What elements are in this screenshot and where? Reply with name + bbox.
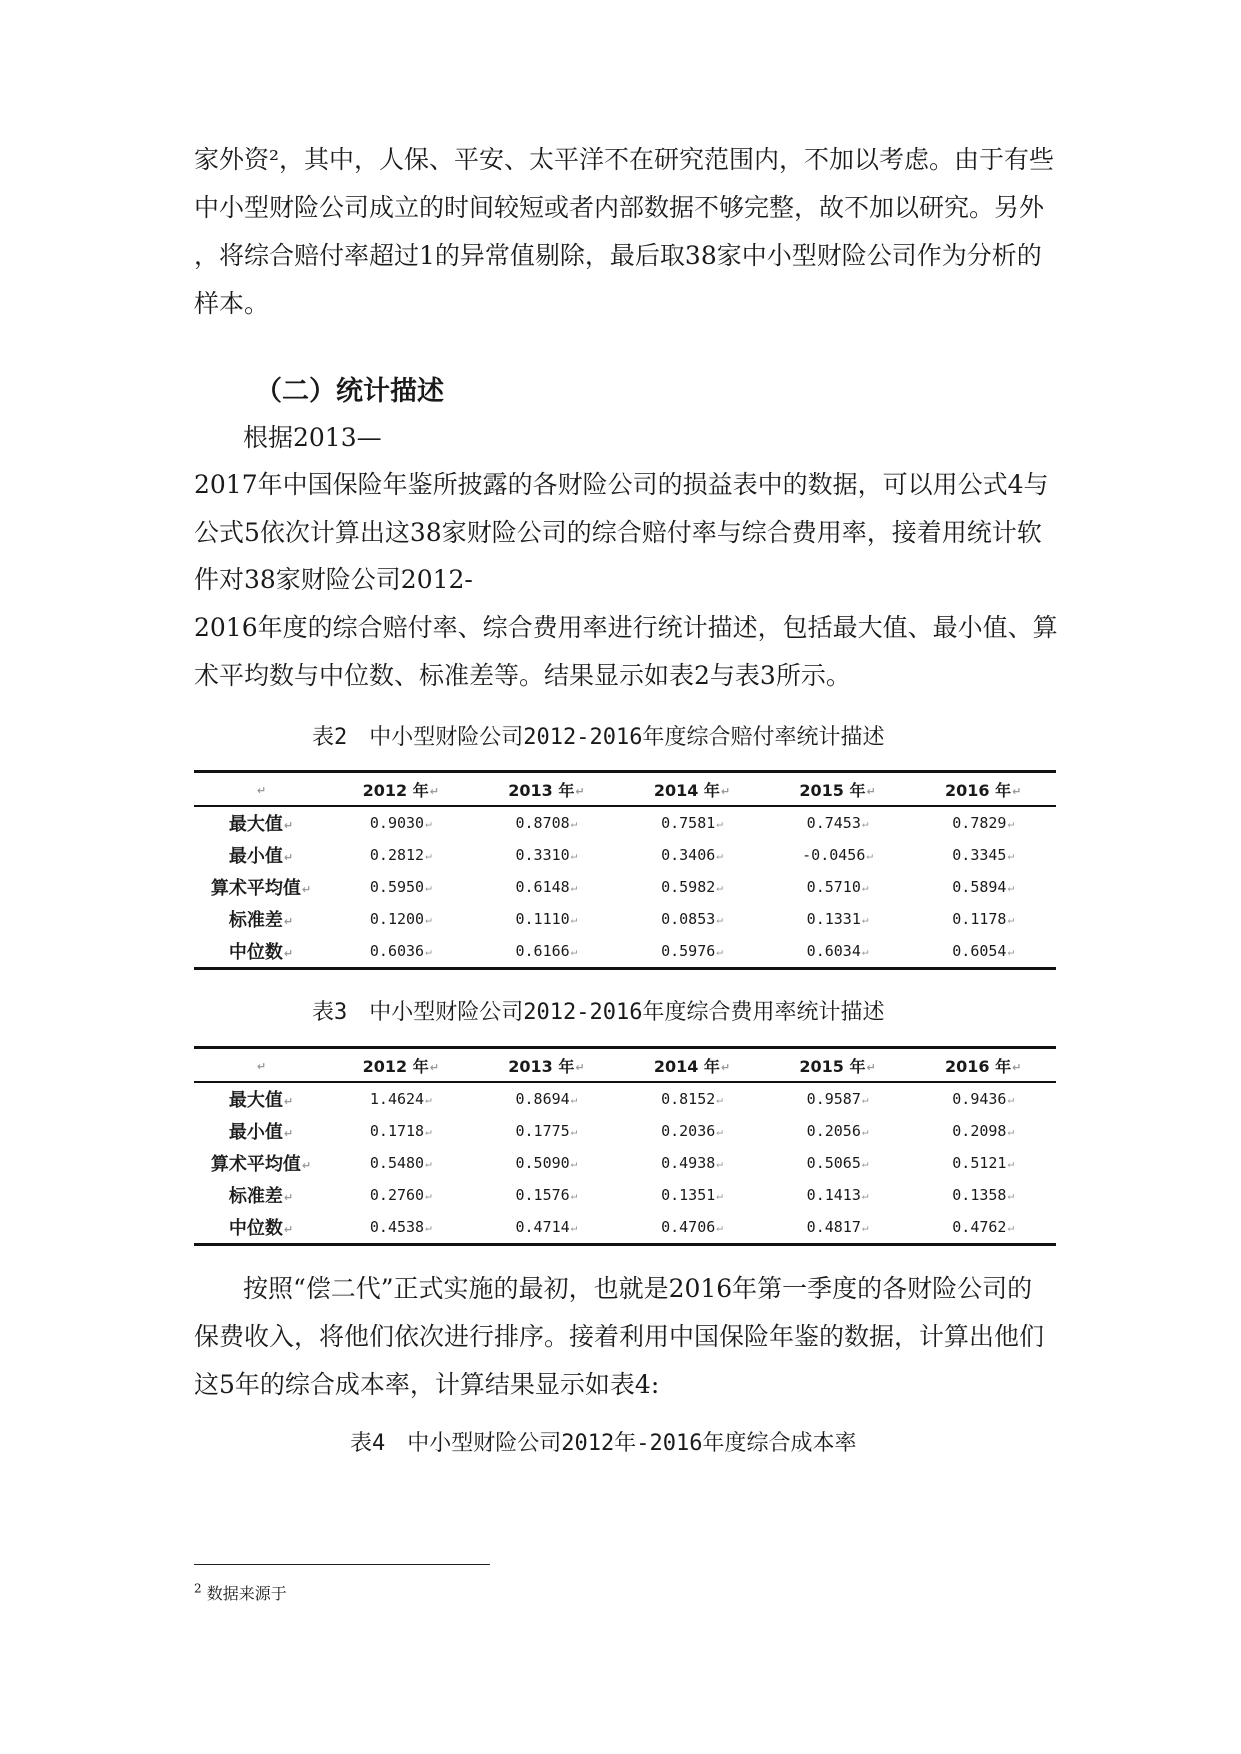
paragraph-line: 保费收入，将他们依次进行排序。接着利用中国保险年鉴的数据，计算出他们 <box>194 1322 1045 1351</box>
expense-ratio-table <box>194 1046 1056 1246</box>
row-header: 标准差↵ <box>228 910 294 931</box>
table-cell: 0.6166↵ <box>515 942 578 960</box>
table-cell: 0.2812↵ <box>369 846 432 864</box>
table-cell: 0.8694↵ <box>515 1090 578 1108</box>
column-header: 2016 年↵ <box>945 780 1022 800</box>
paragraph-line: 件对38家财险公司2012- <box>194 565 473 594</box>
table-cell: 0.7453↵ <box>806 814 869 832</box>
paragraph-line: 术平均数与中位数、标准差等。结果显示如表2与表3所示。 <box>194 661 851 690</box>
table-cell: 0.1718↵ <box>369 1122 432 1140</box>
table-cell: 0.5065↵ <box>806 1154 869 1172</box>
footnote-separator <box>194 1564 490 1565</box>
table-row <box>194 871 1056 903</box>
table-cell: 0.8152↵ <box>661 1090 723 1108</box>
table-row <box>194 1115 1056 1147</box>
table-cell: 1.4624↵ <box>369 1090 432 1108</box>
table-cell: 0.1178↵ <box>952 910 1015 928</box>
column-header: 2014 年↵ <box>653 780 731 800</box>
column-header: 2013 年↵ <box>508 780 585 800</box>
row-header: 最小值↵ <box>228 1122 294 1143</box>
table-cell: 0.1200↵ <box>369 910 432 928</box>
footnote-mark: 2 <box>194 1581 202 1596</box>
corner-cell: ↵ <box>256 783 267 797</box>
table-row <box>194 903 1056 935</box>
row-header: 最小值↵ <box>228 846 294 867</box>
table-cell: 0.2036↵ <box>661 1122 723 1140</box>
table-cell: 0.5976↵ <box>661 942 723 960</box>
table-cell: 0.5480↵ <box>369 1154 432 1172</box>
column-header: 2013 年↵ <box>508 1056 585 1076</box>
table-caption: 表3 中小型财险公司2012-2016年度综合费用率统计描述 <box>312 1000 885 1025</box>
row-header: 最大值↵ <box>228 1090 294 1111</box>
table-cell: 0.1775↵ <box>515 1122 578 1140</box>
row-header: 中位数↵ <box>228 1218 294 1239</box>
table-cell: 0.5090↵ <box>515 1154 578 1172</box>
row-header: 标准差↵ <box>228 1186 294 1207</box>
table-cell: 0.5121↵ <box>952 1154 1015 1172</box>
paragraph-line: 2016年度的综合赔付率、综合费用率进行统计描述，包括最大值、最小值、算 <box>194 613 1058 642</box>
row-header: 算术平均值↵ <box>210 878 312 899</box>
table-cell: 0.6034↵ <box>806 942 869 960</box>
paragraph-line: 家外资²，其中，人保、平安、太平洋不在研究范围内，不加以考虑。由于有些 <box>194 145 1055 174</box>
footnote <box>194 1581 287 1604</box>
table-row <box>194 935 1056 969</box>
table-cell: 0.5950↵ <box>369 878 432 896</box>
table-row <box>194 806 1056 839</box>
table-cell: 0.6148↵ <box>515 878 578 896</box>
table-cell: 0.9587↵ <box>806 1090 869 1108</box>
corner-cell: ↵ <box>256 1059 267 1073</box>
table-cell: 0.5710↵ <box>806 878 869 896</box>
paragraph-line: 2017年中国保险年鉴所披露的各财险公司的损益表中的数据，可以用公式4与 <box>194 470 1049 499</box>
table-cell: 0.0853↵ <box>661 910 723 928</box>
table-cell: 0.4538↵ <box>369 1218 432 1236</box>
paragraph-line: 按照“偿二代”正式实施的最初，也就是2016年第一季度的各财险公司的 <box>243 1274 1033 1303</box>
paragraph-line: 中小型财险公司成立的时间较短或者内部数据不够完整，故不加以研究。另外 <box>194 193 1045 222</box>
table-cell: 0.3406↵ <box>661 846 723 864</box>
table-cell: 0.2760↵ <box>369 1186 432 1204</box>
claims-ratio-table <box>194 770 1056 970</box>
row-header: 最大值↵ <box>228 814 294 835</box>
table-cell: 0.1413↵ <box>806 1186 869 1204</box>
table-cell: 0.4762↵ <box>952 1218 1015 1236</box>
table-cell: 0.6054↵ <box>952 942 1015 960</box>
table-cell: 0.1331↵ <box>806 910 869 928</box>
paragraph-line: 公式5依次计算出这38家财险公司的综合赔付率与综合费用率，接着用统计软 <box>194 518 1042 547</box>
table-cell: 0.7581↵ <box>661 814 723 832</box>
column-header: 2015 年↵ <box>799 1056 876 1076</box>
table-cell: 0.2098↵ <box>952 1122 1015 1140</box>
table-cell: 0.8708↵ <box>515 814 578 832</box>
table-cell: 0.1358↵ <box>952 1186 1015 1204</box>
column-header: 2012 年↵ <box>362 1056 439 1076</box>
paragraph-line: 样本。 <box>194 289 270 318</box>
table-header-row <box>194 1048 1056 1083</box>
table-cell: 0.5894↵ <box>952 878 1015 896</box>
column-header: 2015 年↵ <box>799 780 876 800</box>
table-cell: 0.7829↵ <box>952 814 1015 832</box>
table-cell: 0.4706↵ <box>661 1218 723 1236</box>
table-cell: 0.6036↵ <box>369 942 432 960</box>
column-header: 2016 年↵ <box>945 1056 1022 1076</box>
table-cell: 0.1576↵ <box>515 1186 578 1204</box>
table-cell: 0.4714↵ <box>515 1218 578 1236</box>
table-cell: 0.4817↵ <box>806 1218 869 1236</box>
table-cell: 0.3345↵ <box>952 846 1015 864</box>
paragraph-line: ，将综合赔付率超过1的异常值剔除，最后取38家中小型财险公司作为分析的 <box>194 241 1042 270</box>
table-cell: 0.3310↵ <box>515 846 578 864</box>
table-cell: 0.9436↵ <box>952 1090 1015 1108</box>
row-header: 中位数↵ <box>228 942 294 963</box>
column-header: 2014 年↵ <box>653 1056 731 1076</box>
table-row <box>194 1211 1056 1245</box>
paragraph-line: 这5年的综合成本率，计算结果显示如表4: <box>194 1370 660 1399</box>
table-row <box>194 1082 1056 1115</box>
row-header: 算术平均值↵ <box>210 1154 312 1175</box>
table-row <box>194 1147 1056 1179</box>
table-cell: 0.9030↵ <box>369 814 432 832</box>
paragraph-line: 根据2013— <box>243 423 382 452</box>
footnote-text: 数据来源于 <box>206 1584 287 1603</box>
table-cell: 0.1110↵ <box>515 910 578 928</box>
table-cell: 0.1351↵ <box>661 1186 723 1204</box>
table-row <box>194 1179 1056 1211</box>
table-cell: -0.0456↵ <box>802 846 873 864</box>
table-cell: 0.2056↵ <box>806 1122 869 1140</box>
section-heading: （二）统计描述 <box>255 376 444 407</box>
column-header: 2012 年↵ <box>362 780 439 800</box>
table-cell: 0.4938↵ <box>661 1154 723 1172</box>
table-caption: 表4 中小型财险公司2012年-2016年度综合成本率 <box>350 1431 857 1456</box>
table-cell: 0.5982↵ <box>661 878 723 896</box>
table-caption: 表2 中小型财险公司2012-2016年度综合赔付率统计描述 <box>312 725 885 750</box>
table-header-row <box>194 772 1056 807</box>
table-row <box>194 839 1056 871</box>
